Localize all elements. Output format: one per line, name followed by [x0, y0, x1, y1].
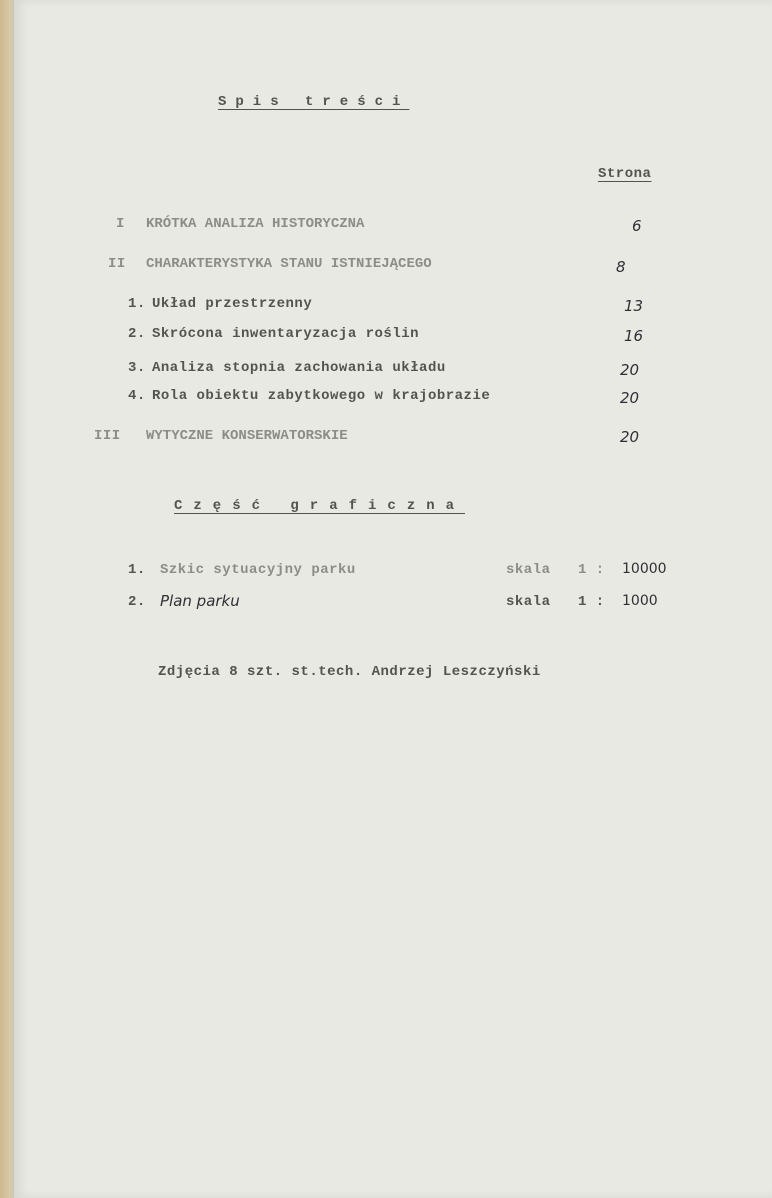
toc-entry-text: Układ przestrzenny	[152, 296, 313, 312]
toc-number: 4.	[128, 388, 146, 404]
toc-number: I	[116, 216, 125, 232]
toc-entry-text: Analiza stopnia zachowania układu	[152, 360, 446, 376]
page-column-header: Strona	[598, 166, 652, 182]
toc-number: 3.	[128, 360, 146, 376]
toc-number: 1.	[128, 296, 146, 312]
toc-entry-text: Rola obiektu zabytkowego w krajobrazie	[152, 388, 491, 404]
graphic-scale-ratio: 1 :	[578, 562, 605, 578]
graphic-scale-label: skala	[506, 562, 551, 578]
photos-credit-line: Zdjęcia 8 szt. st.tech. Andrzej Leszczyński	[158, 664, 541, 680]
graphic-item-number: 2.	[128, 594, 146, 610]
toc-entry-text: KRÓTKA ANALIZA HISTORYCZNA	[146, 216, 365, 232]
graphic-item-text: Plan parku	[160, 592, 240, 610]
toc-page-number: 16	[624, 327, 644, 345]
graphic-item-text: Szkic sytuacyjny parku	[160, 562, 356, 578]
toc-entry-text: CHARAKTERYSTYKA STANU ISTNIEJĄCEGO	[146, 256, 432, 272]
page-title: Spis treści	[218, 94, 410, 110]
toc-number: 2.	[128, 326, 146, 342]
toc-number: II	[108, 256, 126, 272]
toc-entry-text: WYTYCZNE KONSERWATORSKIE	[146, 428, 348, 444]
toc-page-number: 20	[620, 361, 640, 379]
graphic-scale-value: 10000	[622, 561, 667, 577]
graphic-scale-label: skala	[506, 594, 551, 610]
toc-number: III	[94, 428, 121, 444]
toc-page-number: 8	[616, 258, 626, 276]
graphic-item-number: 1.	[128, 562, 146, 578]
graphic-scale-ratio: 1 :	[578, 594, 605, 610]
toc-page-number: 20	[620, 389, 640, 407]
toc-entry-text: Skrócona inwentaryzacja roślin	[152, 326, 420, 342]
toc-page-number: 6	[632, 217, 642, 235]
toc-page-number: 20	[620, 428, 640, 446]
graphic-scale-value: 1000	[622, 593, 658, 609]
toc-page-number: 13	[624, 297, 644, 315]
graphic-section-title: Część graficzna	[174, 498, 466, 514]
